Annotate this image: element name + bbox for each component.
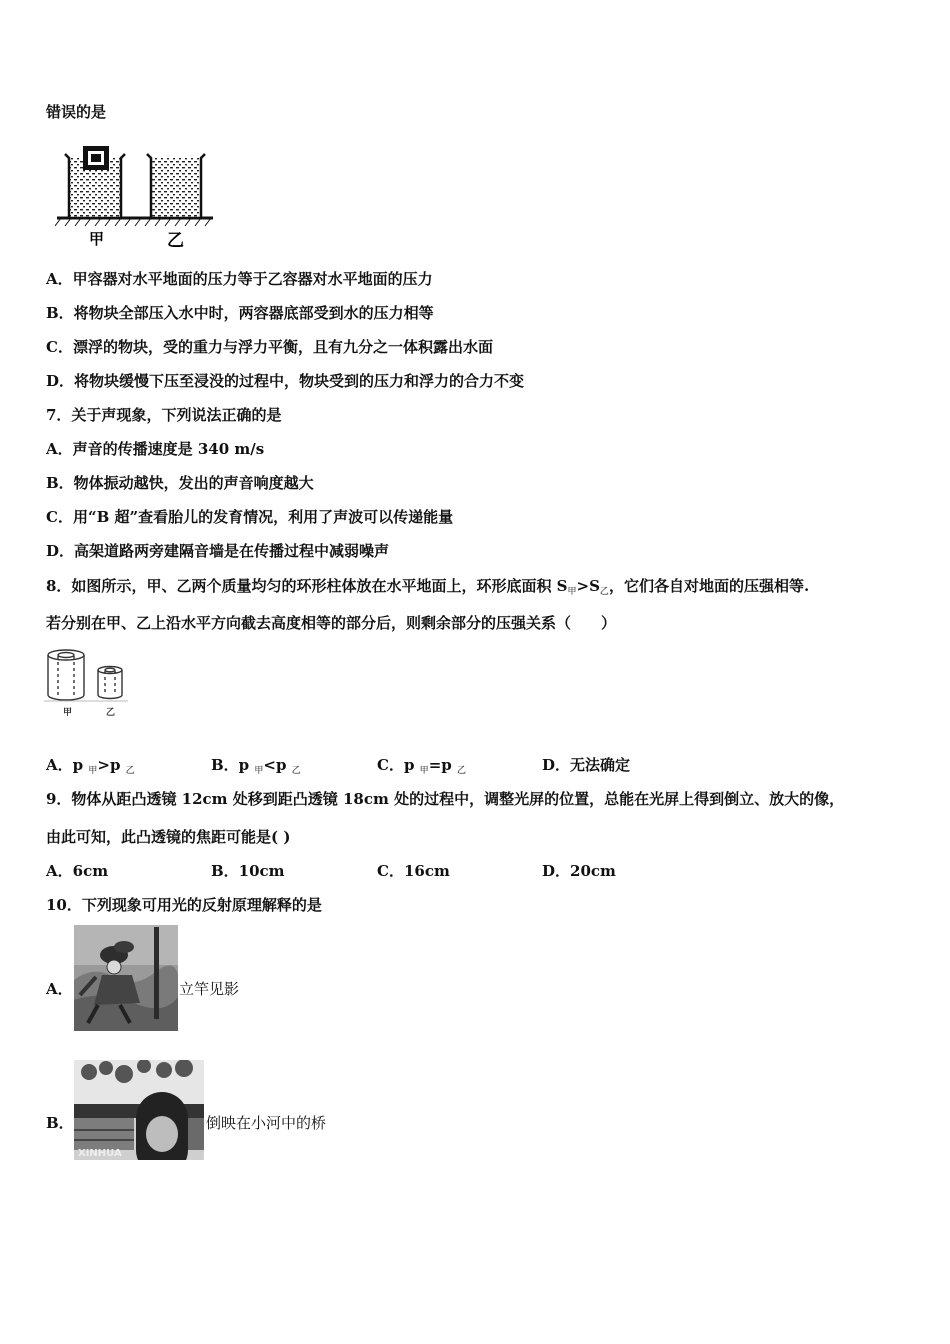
- pole: [154, 927, 159, 1019]
- q8-option-c: [377, 756, 466, 777]
- q8-b-sub-jia: 甲: [254, 766, 264, 776]
- q9-option-b: B．10cm: [211, 862, 285, 880]
- q8-a-sub-yi: 乙: [125, 766, 135, 776]
- containers-figure: [55, 142, 215, 250]
- q6-option-d: D．将物块缓慢下压至浸没的过程中，物块受到的压力和浮力的合力不变: [46, 372, 525, 390]
- q8-a-pre: A．p: [46, 756, 84, 774]
- q8-option-b: [211, 756, 301, 777]
- q10-option-a-text: 立竿见影: [179, 980, 240, 998]
- q7-option-a: A．声音的传播速度是 340 m/s: [46, 440, 265, 458]
- label-yi: 乙: [167, 231, 184, 250]
- q6-option-b: B．将物块全部压入水中时，两容器底部受到水的压力相等: [46, 304, 434, 322]
- q8-b-mid: <p: [263, 756, 287, 774]
- q9-stem-line2: 由此可知，此凸透镜的焦距可能是( ): [46, 828, 291, 846]
- ring-cylinders-figure: [44, 645, 128, 719]
- label-jia-small: 甲: [63, 708, 73, 718]
- q10-option-b-label: B．: [46, 1114, 74, 1132]
- q7-option-b: B．物体振动越快，发出的声音响度越大: [46, 474, 314, 492]
- q8-stem-line2: 若分别在甲、乙上沿水平方向截去高度相等的部分后，则剩余部分的压强关系（ ）: [46, 614, 617, 632]
- cylinder-jia: [48, 650, 84, 700]
- q8-sub-yi: 乙: [599, 587, 609, 597]
- q8-sub-jia: 甲: [567, 587, 577, 597]
- photo-watermark: XINHUA: [78, 1148, 122, 1159]
- q8-c-sub-yi: 乙: [456, 766, 466, 776]
- q6-option-c: C．漂浮的物块，受的重力与浮力平衡，且有九分之一体积露出水面: [46, 338, 493, 356]
- q9-stem-line1: 9．物体从距凸透镜 12cm 处移到距凸透镜 18cm 处的过程中，调整光屏的位置，总能在光屏上得到倒立、放大的像，: [46, 790, 845, 808]
- q8-option-a: [46, 756, 135, 777]
- q7-option-d: D．高架道路两旁建隔音墙是在传播过程中减弱噪声: [46, 542, 390, 560]
- q9-option-a: A．6cm: [46, 862, 109, 880]
- q6-stem-tail: 错误的是: [46, 103, 107, 121]
- label-jia: 甲: [89, 230, 105, 248]
- shadow-photo: [74, 925, 178, 1031]
- q7-option-c: C．用“B 超”查看胎儿的发育情况，利用了声波可以传递能量: [46, 508, 454, 526]
- cylinder-yi: [98, 667, 122, 699]
- q8-stem-part2: ，它们各自对地面的压强相等.: [608, 577, 810, 595]
- q8-gt: >S: [576, 577, 600, 595]
- container-yi: [147, 154, 205, 218]
- q8-b-sub-yi: 乙: [291, 766, 301, 776]
- q6-option-a: A．甲容器对水平地面的压力等于乙容器对水平地面的压力: [46, 270, 433, 288]
- q8-a-mid: >p: [97, 756, 121, 774]
- bridge-photo: [74, 1060, 204, 1160]
- q9-option-d: D．20cm: [542, 862, 616, 880]
- container-jia: [65, 146, 125, 218]
- q10-option-a-label: A．: [46, 980, 73, 998]
- q8-a-sub-jia: 甲: [88, 766, 98, 776]
- label-yi-small: 乙: [106, 708, 116, 718]
- q9-option-c: C．16cm: [377, 862, 450, 880]
- q10-option-b-text: 倒映在小河中的桥: [206, 1114, 327, 1132]
- q8-c-mid: =p: [428, 756, 452, 774]
- q7-stem: 7．关于声现象，下列说法正确的是: [46, 406, 282, 424]
- q8-c-sub-jia: 甲: [419, 766, 429, 776]
- q8-b-pre: B．p: [211, 756, 250, 774]
- q8-stem-line1: [46, 577, 809, 598]
- q10-stem: 10．下列现象可用光的反射原理解释的是: [46, 896, 322, 914]
- q8-stem-part1: 8．如图所示，甲、乙两个质量均匀的环形柱体放在水平地面上，环形底面积 S: [46, 577, 568, 595]
- q8-c-pre: C．p: [377, 756, 415, 774]
- q8-option-d: D．无法确定: [542, 756, 631, 774]
